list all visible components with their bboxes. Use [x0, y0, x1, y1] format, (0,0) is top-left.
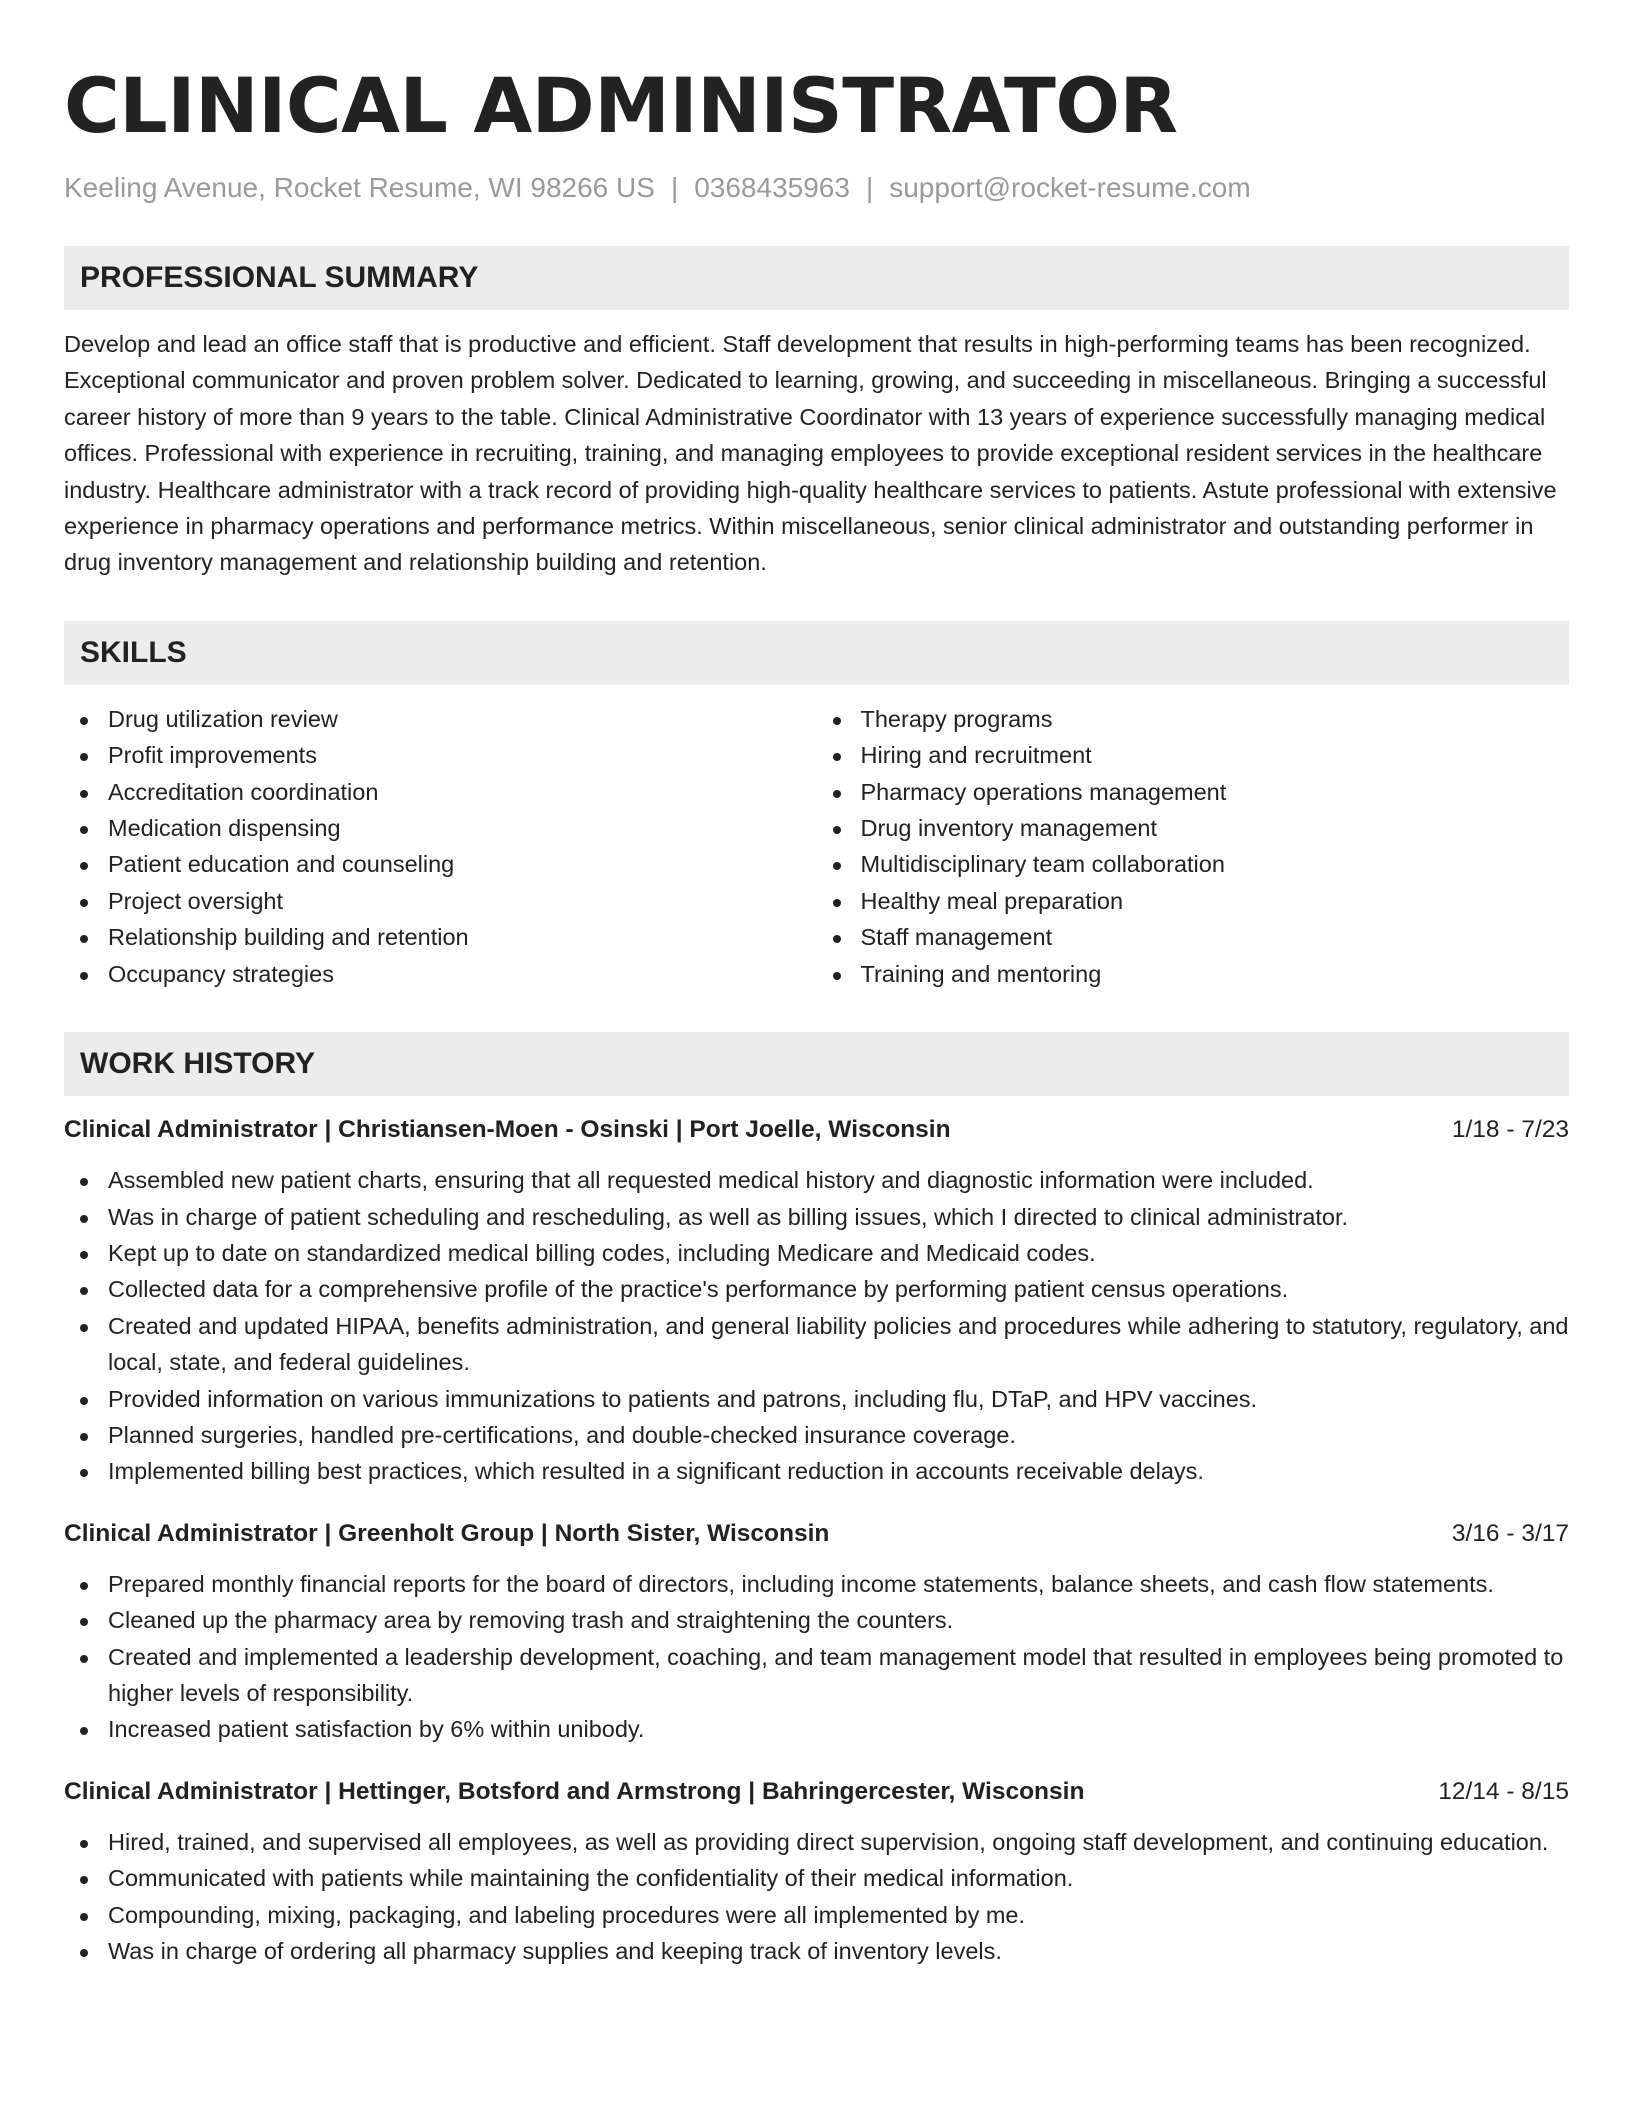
job-header — [64, 1112, 1569, 1148]
list-item: Planned surgeries, handled pre-certifications, and double-checked insurance coverage. — [64, 1417, 1569, 1453]
list-item: Healthy meal preparation — [817, 883, 1570, 919]
list-item: Pharmacy operations management — [817, 774, 1570, 810]
work-history-heading: WORK HISTORY — [64, 1032, 1569, 1096]
list-item: Collected data for a comprehensive profile of the practice's performance by performing patient census operations. — [64, 1271, 1569, 1307]
job-dates: 12/14 - 8/15 — [1438, 1777, 1569, 1805]
work-history-list — [64, 1112, 1569, 1969]
list-item: Profit improvements — [64, 737, 817, 773]
job-dates: 1/18 - 7/23 — [1451, 1116, 1569, 1144]
job-entry — [64, 1112, 1569, 1490]
list-item: Kept up to date on standardized medical billing codes, including Medicare and Medicaid codes. — [64, 1235, 1569, 1271]
job-header — [64, 1774, 1569, 1810]
summary-text: Develop and lead an office staff that is productive and efficient. Staff development that results in high-performing teams has been recognized. Exceptional communicator and proven problem solver. Dedicated to learning, growing, and succeeding in miscellaneous. Bringing a successful career history of more than 9 years to the table. Clinical Administrative Coordinator with 13 years of experience successfully managing medical offices. Professional with experience in recruiting, training, and managing employees to provide exceptional resident services in the healthcare industry. Healthcare administrator with a track record of providing high-quality healthcare services to patients. Astute professional with extensive experience in pharmacy operations and performance metrics. Within miscellaneous, senior clinical administrator and outstanding performer in drug inventory management and relationship building and retention. — [64, 331, 1557, 576]
list-item: Multidisciplinary team collaboration — [817, 846, 1570, 882]
job-header — [64, 1516, 1569, 1552]
list-item: Was in charge of ordering all pharmacy supplies and keeping track of inventory levels. — [64, 1933, 1569, 1969]
list-item: Compounding, mixing, packaging, and labeling procedures were all implemented by me. — [64, 1897, 1569, 1933]
job-entry — [64, 1774, 1569, 1970]
list-item: Patient education and counseling — [64, 846, 817, 882]
list-item: Relationship building and retention — [64, 919, 817, 955]
list-item: Communicated with patients while maintaining the confidentiality of their medical information. — [64, 1860, 1569, 1896]
job-bullets — [64, 1162, 1569, 1490]
list-item: Implemented billing best practices, which resulted in a significant reduction in accounts receivable delays. — [64, 1453, 1569, 1489]
skills-column-left — [64, 701, 817, 992]
list-item: Staff management — [817, 919, 1570, 955]
skills-list — [64, 701, 1569, 992]
list-item: Drug utilization review — [64, 701, 817, 737]
list-item: Hired, trained, and supervised all employees, as well as providing direct supervision, ongoing staff development, and continuing education. — [64, 1824, 1569, 1860]
list-item: Provided information on various immunizations to patients and patrons, including flu, DTaP, and HPV vaccines. — [64, 1381, 1569, 1417]
summary-heading: PROFESSIONAL SUMMARY — [64, 246, 1569, 310]
list-item: Created and implemented a leadership development, coaching, and team management model that resulted in employees being promoted to higher levels of responsibility. — [64, 1639, 1569, 1712]
contact-phone: 0368435963 — [694, 172, 850, 203]
job-entry — [64, 1516, 1569, 1748]
list-item: Cleaned up the pharmacy area by removing trash and straightening the counters. — [64, 1602, 1569, 1638]
contact-email: support@rocket-resume.com — [889, 172, 1251, 203]
list-item: Training and mentoring — [817, 956, 1570, 992]
contact-separator: | — [670, 172, 679, 203]
list-item: Therapy programs — [817, 701, 1570, 737]
job-title: Clinical Administrator | Greenholt Group | North Sister, Wisconsin — [64, 1519, 830, 1547]
list-item: Accreditation coordination — [64, 774, 817, 810]
list-item: Assembled new patient charts, ensuring that all requested medical history and diagnostic information were included. — [64, 1162, 1569, 1198]
list-item: Occupancy strategies — [64, 956, 817, 992]
list-item: Hiring and recruitment — [817, 737, 1570, 773]
job-bullets — [64, 1566, 1569, 1748]
list-item: Was in charge of patient scheduling and rescheduling, as well as billing issues, which I directed to clinical administrator. — [64, 1199, 1569, 1235]
list-item: Medication dispensing — [64, 810, 817, 846]
job-bullets — [64, 1824, 1569, 1970]
resume-name: CLINICAL ADMINISTRATOR — [64, 61, 1178, 150]
list-item: Prepared monthly financial reports for the board of directors, including income statements, balance sheets, and cash flow statements. — [64, 1566, 1569, 1602]
job-title: Clinical Administrator | Christiansen-Moen - Osinski | Port Joelle, Wisconsin — [64, 1116, 951, 1144]
list-item: Increased patient satisfaction by 6% within unibody. — [64, 1711, 1569, 1747]
list-item: Project oversight — [64, 883, 817, 919]
contact-line — [64, 170, 1569, 206]
skills-heading: SKILLS — [64, 621, 1569, 685]
list-item: Drug inventory management — [817, 810, 1570, 846]
skills-column-right — [817, 701, 1570, 992]
list-item: Created and updated HIPAA, benefits administration, and general liability policies and procedures while adhering to statutory, regulatory, and local, state, and federal guidelines. — [64, 1308, 1569, 1381]
contact-separator: | — [865, 172, 874, 203]
contact-address: Keeling Avenue, Rocket Resume, WI 98266 US — [64, 172, 655, 203]
job-dates: 3/16 - 3/17 — [1451, 1519, 1569, 1547]
job-title: Clinical Administrator | Hettinger, Botsford and Armstrong | Bahringercester, Wisconsin — [64, 1777, 1085, 1805]
